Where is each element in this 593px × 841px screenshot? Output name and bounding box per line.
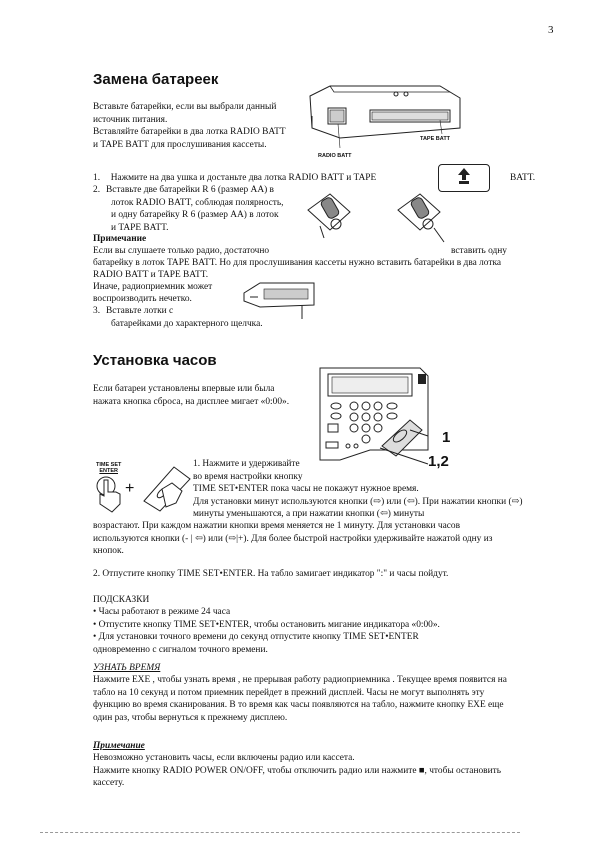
know-time-line: функцию во время сканирования. В то время как часы появляются на табло, нажмите кнопку EXE еще	[93, 700, 504, 711]
arrow-up-icon	[439, 165, 489, 191]
step-number: 1.	[93, 173, 101, 183]
radio-back-illustration	[300, 76, 470, 156]
battery-note-line: вставить одну	[451, 246, 507, 256]
step-text: во время настройки кнопку	[193, 471, 303, 482]
page-number: 3	[548, 24, 554, 36]
step-text: Вставьте две батарейки R 6 (размер AA) в	[106, 185, 274, 195]
step-number: 3.	[93, 306, 101, 316]
time-set-button-press-icon	[92, 474, 128, 516]
clock-note-line: Нажмите кнопку RADIO POWER ON/OFF, чтобы отключить радио или нажмите ■, чтобы остановить	[93, 765, 501, 776]
clock-note-line: Невозможно установить часы, если включены радио или кассета.	[93, 753, 355, 763]
know-time-line: табло на 10 секунд и потом приемник перейдет в прежний дисплей. Часы не могут выполнять эту	[93, 687, 485, 698]
section-title-battery: Замена батареек	[93, 71, 219, 88]
battery-trays-illustration	[302, 190, 472, 250]
step-text: и TAPE BATT.	[111, 222, 169, 233]
time-set-enter-label	[96, 462, 121, 474]
step-text: и одну батарейку R 6 (размер AA) в лоток	[111, 210, 279, 221]
step-text: возрастают. При каждом нажатии кнопки время меняется не 1 минуту. Для установки часов	[93, 521, 460, 531]
know-time-text	[93, 674, 507, 724]
step-text: Вставьте лотки с	[106, 306, 174, 316]
battery-note-line: воспроизводить нечетко.	[93, 294, 192, 304]
hint-item: одновременно с сигналом точного времени.	[93, 644, 268, 655]
step-text: кнопок.	[93, 546, 124, 557]
step-text: минуты уменьшаются, а при нажатии кнопки (⇦) минуты	[193, 509, 425, 520]
hints-title: ПОДСКАЗКИ	[93, 595, 150, 605]
clock-note-text	[93, 752, 501, 790]
plus-sign: +	[125, 480, 135, 497]
intro-line: Если батареи установлены впервые или была	[93, 384, 275, 394]
step-text: батарейками до характерного щелчка.	[111, 318, 263, 329]
callout-1: 1	[442, 429, 451, 446]
intro-line: источник питания.	[93, 114, 168, 125]
clock-step2: 2. Отпустите кнопку TIME SET•ENTER. На табло замигает индикатор ":" и часы пойдут.	[93, 569, 449, 579]
intro-line: и TAPE BATT для прослушивания кассеты.	[93, 139, 267, 150]
hint-item: • Отпустите кнопку TIME SET•ENTER, чтобы остановить мигание индикатора «0:00».	[93, 619, 440, 630]
hint-item: • Для установки точного времени до секунд отпустите кнопку TIME SET•ENTER	[93, 632, 419, 643]
step-text: Для установки минут используются кнопки (⇨) или (⇦). При нажатии кнопки (⇨)	[193, 496, 523, 507]
label-radio-batt: RADIO BATT	[318, 153, 352, 159]
battery-step1	[93, 172, 376, 185]
label-tape-batt: TAPE BATT	[420, 136, 451, 142]
clock-step1	[193, 458, 523, 521]
battery-intro	[93, 101, 286, 151]
step-text: 1. Нажмите и удерживайте	[193, 459, 300, 469]
clock-note-title: Примечание	[93, 741, 145, 751]
step1-end: BATT.	[510, 173, 536, 183]
intro-line: Вставьте батарейки, если вы выбрали данный	[93, 102, 277, 112]
tape-batt-tab-icon	[438, 164, 490, 192]
section-title-clock: Установка часов	[93, 352, 217, 369]
step-text: лоток RADIO BATT, соблюдая полярность,	[111, 197, 284, 208]
battery-step2	[93, 184, 284, 234]
label-time-set: TIME SET	[96, 462, 122, 468]
intro-line: Вставляйте батарейки в два лотка RADIO BATT	[93, 127, 286, 138]
know-time-title: УЗНАТЬ ВРЕМЯ	[93, 663, 161, 673]
battery-note-title: Примечание	[93, 234, 147, 244]
step-number: 2.	[93, 185, 101, 195]
step-text: Нажмите на два ушка и достаньте два лотка RADIO BATT и TAPE	[110, 173, 377, 183]
battery-note-line: Если вы слушаете только радио, достаточно	[93, 246, 270, 256]
clock-intro	[93, 383, 289, 408]
bottom-divider	[40, 832, 520, 833]
intro-line: нажата кнопка сброса, на дисплее мигает «0:00».	[93, 396, 290, 407]
step-text: используются кнопки (- | ⇦) или (⇨|+). Для более быстрой настройки удерживайте нажатой одну из	[93, 533, 493, 544]
hints-list	[93, 606, 440, 656]
clock-step1-continued	[93, 520, 492, 558]
battery-step3	[93, 305, 263, 330]
know-time-line: один раз, чтобы вернуться к прежнему дисплею.	[93, 712, 288, 723]
battery-note-line: RADIO BATT и TAPE BATT.	[93, 270, 209, 280]
label-enter: ENTER	[99, 468, 118, 474]
battery-note-line: батарейку в лоток TAPE BATT. Но для прослушивания кассеты нужно вставить батарейки в два лотка	[93, 258, 502, 268]
hint-item: • Часы работают в режиме 24 часа	[93, 607, 231, 617]
arrow-buttons-press-icon	[140, 463, 195, 513]
callout-1-2: 1,2	[428, 453, 449, 470]
know-time-line: Нажмите EXE , чтобы узнать время , не прерывая работу радиоприемника . Текущее время появится на	[93, 675, 507, 685]
clock-note-line: кассету.	[93, 778, 125, 789]
radio-front-panel-illustration	[310, 360, 435, 470]
battery-note-line: Иначе, радиоприемник может	[93, 282, 213, 292]
step-text: TIME SET•ENTER пока часы не покажут нужное время.	[193, 484, 419, 495]
